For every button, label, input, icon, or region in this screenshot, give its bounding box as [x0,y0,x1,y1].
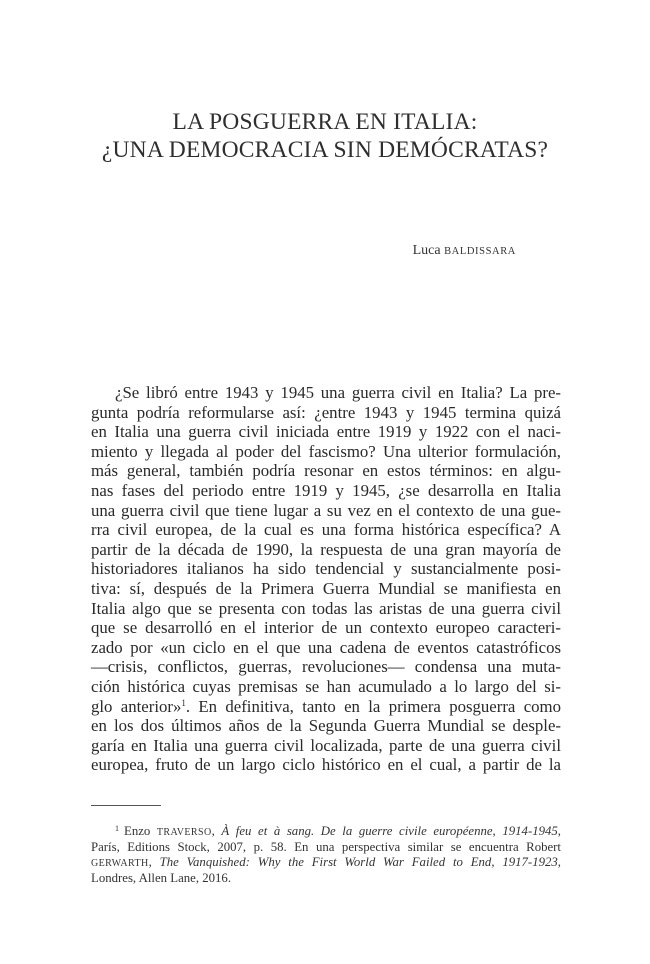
footnote-author: TRAVERSO [156,827,212,838]
title-line-2: ¿UNA DEMOCRACIA SIN DEMÓCRATAS? [101,137,549,163]
body-line-with-footnote-ref [91,697,561,717]
footnote-author: GERWARTH [91,858,149,869]
author-last-name: BALDISSARA [444,246,516,257]
body-line: tiva: sí, después de la Primera Guerra Mundial se manifiesta en [91,578,561,598]
author-name [413,243,516,259]
body-line: —crisis, conflictos, guerras, revoluciones— condensa una muta- [91,657,561,677]
title-line-1: LA POSGUERRA EN ITALIA: [172,109,478,135]
footnote-line: Londres, Allen Lane, 2016. [91,871,232,885]
footnote-book-title: À feu et à sang. De la guerre civile européenne, 1914-1945 [221,824,558,838]
body-line: nas fases del periodo entre 1919 y 1945, ¿se desarrolla en Italia [91,480,561,500]
body-line: en los dos últimos años de la Segunda Guerra Mundial se desple- [91,716,561,736]
footnote-marker: 1 [115,824,119,833]
body-paragraph [91,383,561,775]
body-line: zado por «un ciclo en el que una cadena de eventos catastróficos [91,637,561,657]
footnote-reference[interactable]: 1 [181,697,186,708]
footnote-line [91,821,561,840]
body-line: más general, también podría resonar en estos términos: en algu- [91,461,561,481]
footnote-book-title: The Vanquished: Why the First World War Failed to End, 1917-1923 [159,855,558,869]
footnote-text: , [211,824,222,838]
body-text-fragment: . En definitiva, tanto en la primera posguerra como [185,696,561,716]
footnote-text: , [148,855,160,869]
footnote-text: , [557,824,561,838]
body-line: europea, fruto de un largo ciclo histórico en el cual, a partir de la [91,755,561,775]
body-line: miento y llegada al poder del fascismo? Una ulterior formulación, [91,441,561,461]
chapter-title [0,108,650,164]
body-line: rra civil europea, de la cual es una forma histórica específica? A [91,520,561,540]
body-line: una guerra civil que tiene lugar a su vez en el contexto de una gue- [91,500,561,520]
body-line: en Italia una guerra civil iniciada entre 1919 y 1922 con el naci- [91,422,561,442]
body-line: garía en Italia una guerra civil localizada, parte de una guerra civil [91,735,561,755]
body-line: partir de la década de 1990, la respuesta de una gran mayoría de [91,539,561,559]
footnote-line [91,855,561,871]
body-line: ción histórica cuyas premisas se han acumulado a lo largo del si- [91,676,561,696]
footnote-text: Enzo [124,824,157,838]
body-line: Italia algo que se presenta con todas las aristas de una guerra civil [91,598,561,618]
footnote-separator [91,805,161,806]
footnote [91,821,561,886]
footnote-text: , [557,855,561,869]
footnote-line: París, Editions Stock, 2007, p. 58. En una perspectiva similar se encuentra Robert [91,840,561,854]
body-text-fragment: glo anterior» [91,696,182,716]
body-line: que se desarrolló en el interior de un contexto europeo caracteri- [91,618,561,638]
author-first-name: Luca [412,243,441,258]
body-line: gunta podría reformularse así: ¿entre 1943 y 1945 termina quizá [91,402,561,422]
body-line: historiadores italianos ha sido tendencial y sustancialmente posi- [91,559,561,579]
body-line: ¿Se libró entre 1943 y 1945 una guerra civil en Italia? La pre- [115,383,561,402]
